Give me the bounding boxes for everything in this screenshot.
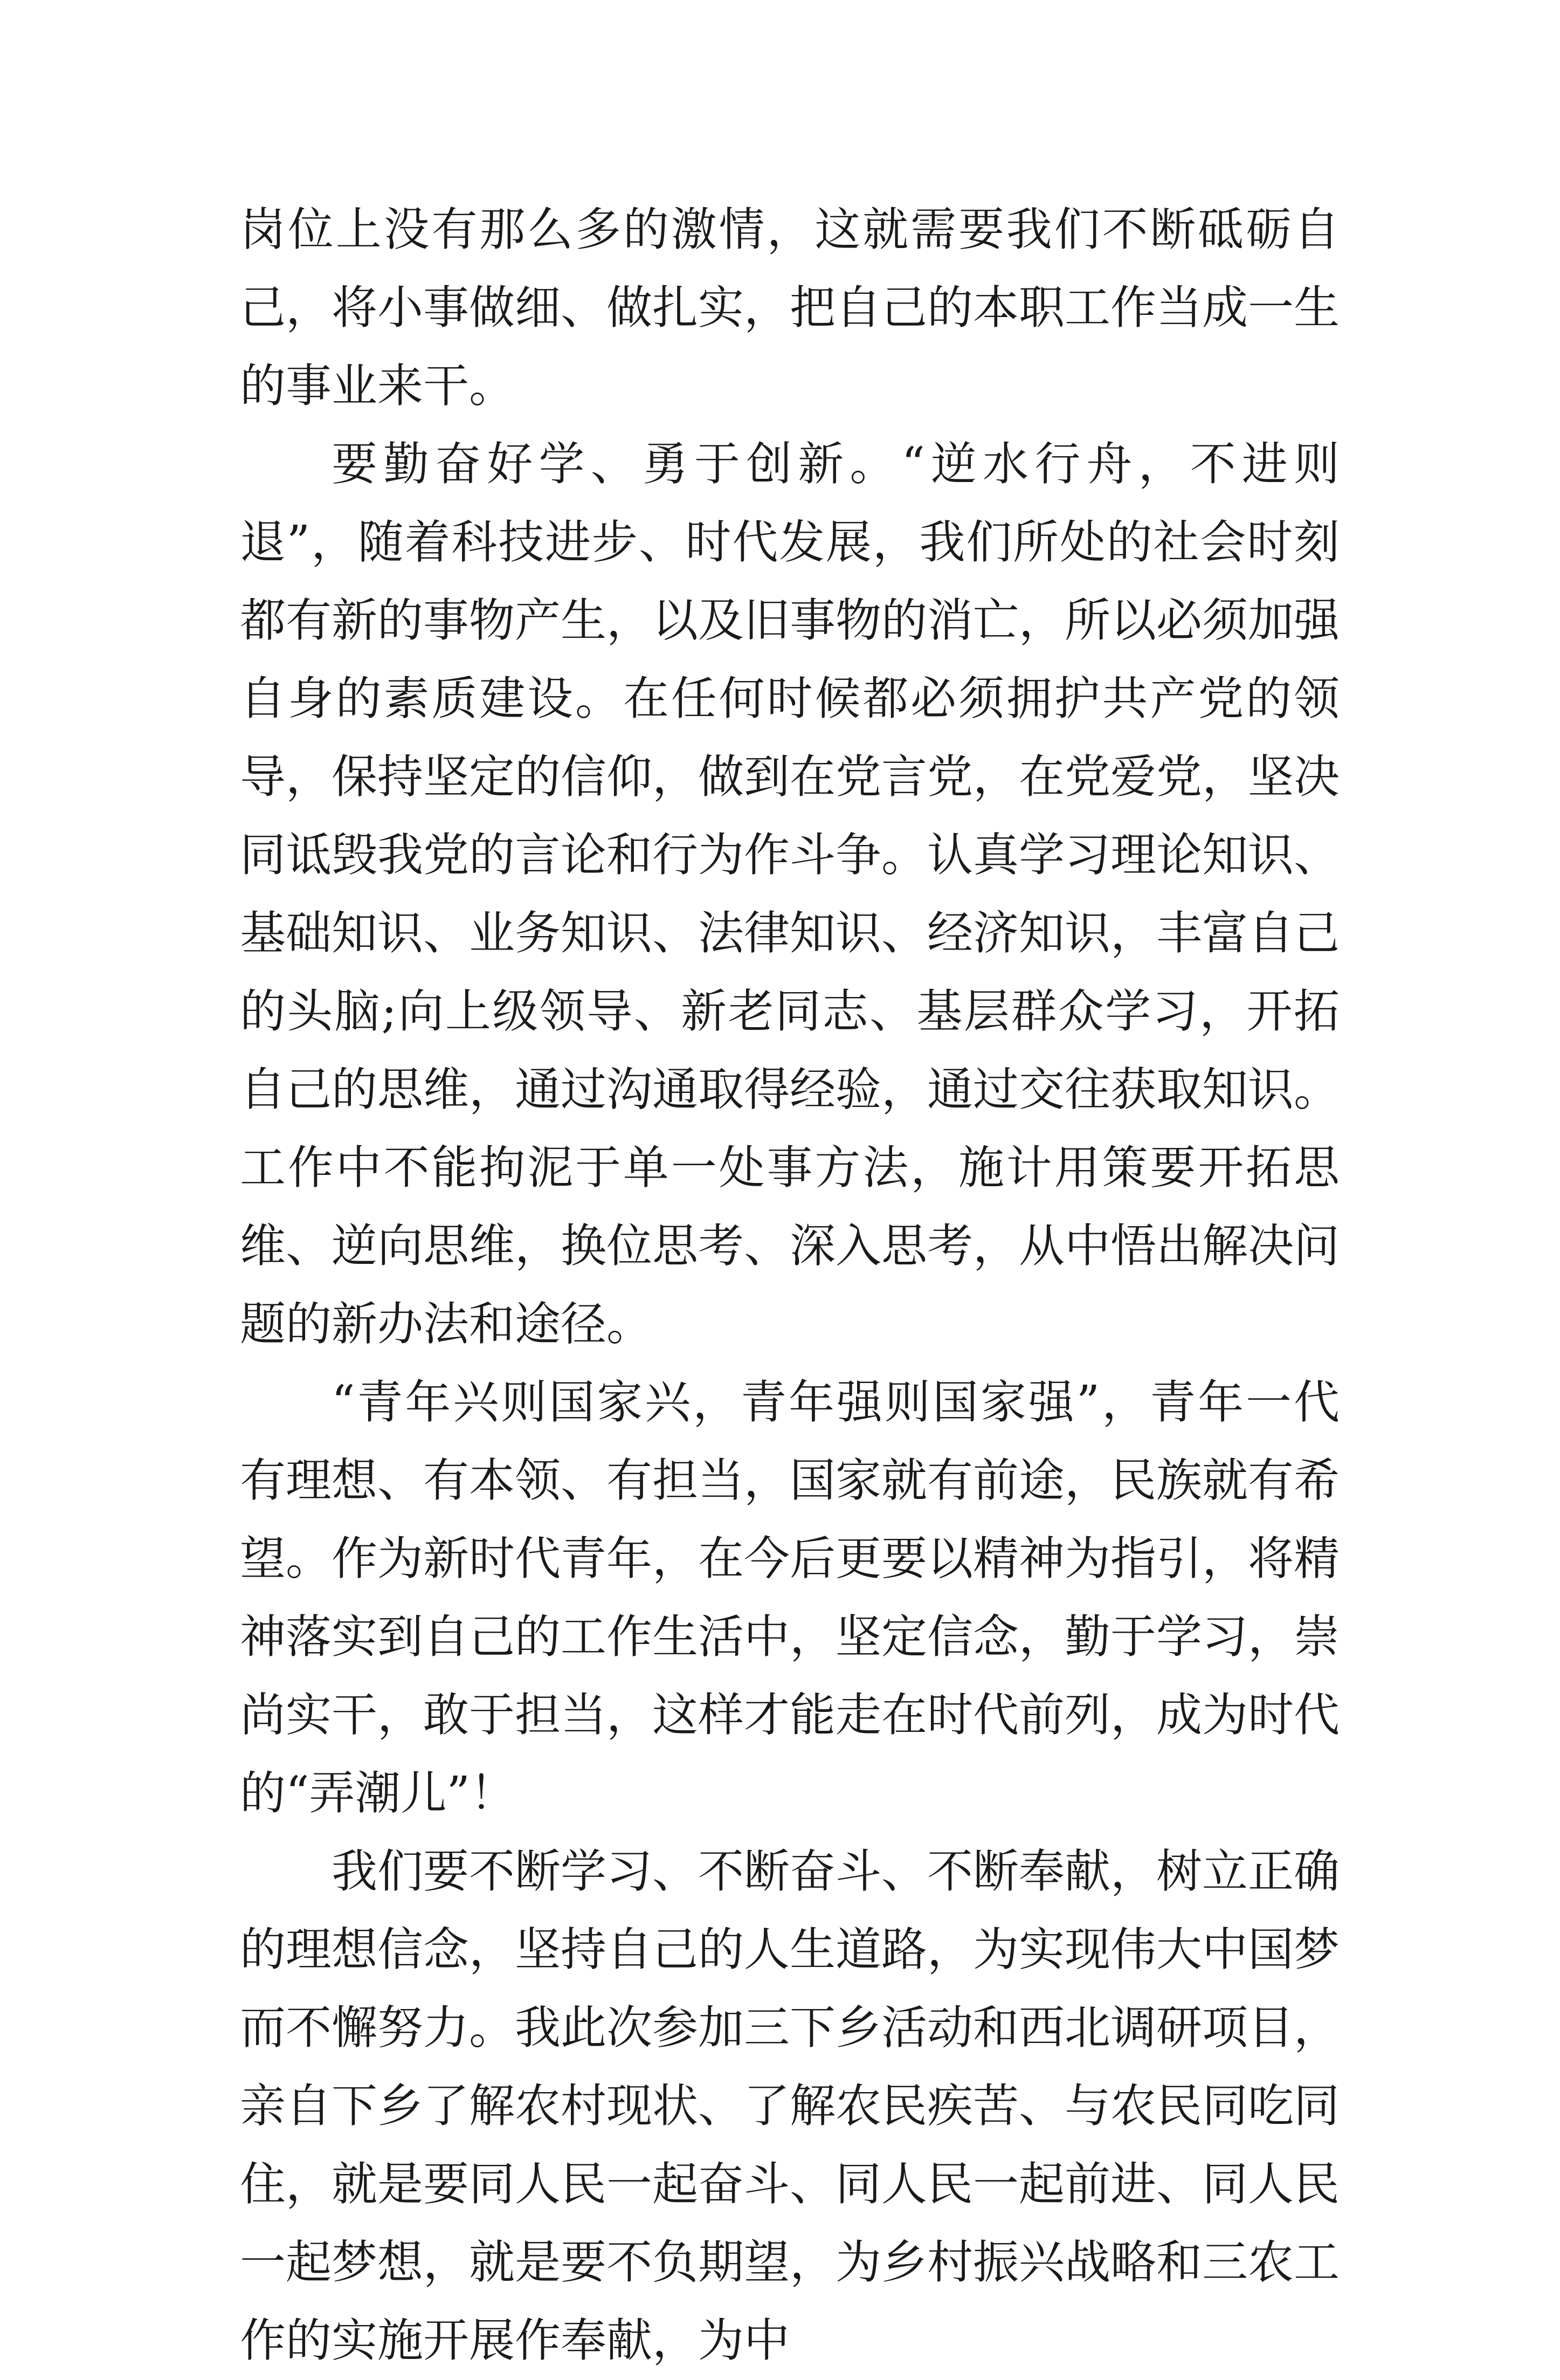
document-body <box>240 191 1340 2380</box>
paragraph-keep-striving: 我们要不断学习、不断奋斗、不断奉献，树立正确的理想信念，坚持自己的人生道路，为实现伟大中国梦而不懈努力。我此次参加三下乡活动和西北调研项目，亲自下乡了解农村现状、了解农民疾苦、与农民同吃同住，就是要同人民一起奋斗、同人民一起前进、同人民一起梦想，就是要不负期望，为乡村振兴战略和三农工作的实施开展作奉献，为中 <box>240 1845 1340 2368</box>
paragraph-study-innovate: 要勤奋好学、勇于创新。“逆水行舟，不进则退”，随着科技进步、时代发展，我们所处的社会时刻都有新的事物产生，以及旧事物的消亡，所以必须加强自身的素质建设。在任何时候都必须拥护共产党的领导，保持坚定的信仰，做到在党言党，在党爱党，坚决同诋毁我党的言论和行为作斗争。认真学习理论知识、基础知识、业务知识、法律知识、经济知识，丰富自己的头脑;向上级领导、新老同志、基层群众学习，开拓自己的思维，通过沟通取得经验，通过交往获取知识。工作中不能拘泥于单一处事方法，施计用策要开拓思维、逆向思维，换位思考、深入思考，从中悟出解决问题的新办法和途径。 <box>240 438 1340 1351</box>
paragraph-youth-nation: “青年兴则国家兴，青年强则国家强”，青年一代有理想、有本领、有担当，国家就有前途，民族就有希望。作为新时代青年，在今后更要以精神为指引，将精神落实到自己的工作生活中，坚定信念，勤于学习，崇尚实干，敢于担当，这样才能走在时代前列，成为时代的“弄潮儿”！ <box>240 1376 1340 1820</box>
paragraph-continued: 岗位上没有那么多的激情，这就需要我们不断砥砺自己，将小事做细、做扎实，把自己的本职工作当成一生的事业来干。 <box>240 203 1340 413</box>
